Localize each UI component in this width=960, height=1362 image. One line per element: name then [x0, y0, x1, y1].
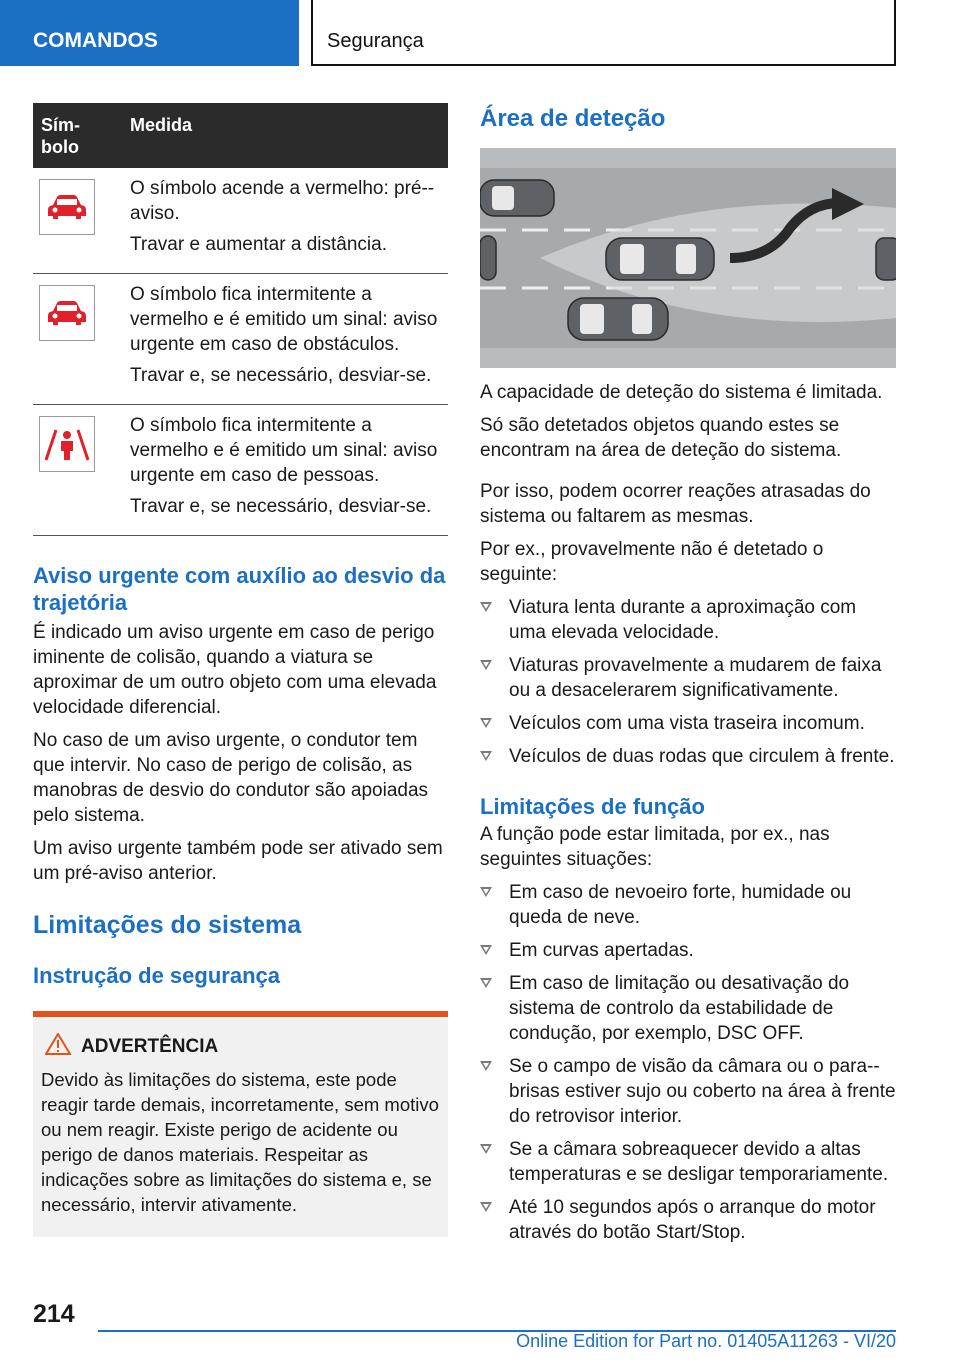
bullet-triangle-icon [480, 660, 492, 670]
bullet-triangle-icon [480, 887, 492, 897]
row-action: Travar e aumentar a distância. [130, 234, 387, 255]
function-limits-intro: A função pode estar limitada, por ex., nas seguintes situações: [480, 824, 830, 870]
list-item: Se a câmara sobreaquecer devido a altas temperaturas e se desligar temporariamente. [480, 1137, 896, 1187]
page-title: Segurança [327, 30, 424, 52]
left-column [33, 103, 448, 1237]
list-item: Veículos de duas rodas que circulem à frente. [480, 744, 896, 769]
row-text: O símbolo fica intermitente a vermelho e é emitido um sinal: aviso urgente em caso de obstáculos. [130, 284, 438, 355]
list-item: Viaturas provavelmente a mudarem de faixa ou a desacelerarem significativamente. [480, 653, 896, 703]
detection-paragraph: Por ex., provavelmente não é detetado o seguinte: [480, 539, 824, 585]
bullet-triangle-icon [480, 1202, 492, 1212]
row-action: Travar e, se necessário, desviar-se. [130, 365, 432, 386]
detection-paragraph: Só são detetados objetos quando estes se encontram na área de deteção do sistema. [480, 415, 842, 461]
table-row [33, 274, 448, 405]
detection-list [480, 595, 896, 769]
list-item: Em curvas apertadas. [480, 938, 896, 963]
detection-area-illustration [480, 148, 896, 368]
header-symbol: Sím- bolo [41, 115, 81, 157]
row-text: O símbolo fica intermitente a vermelho e é emitido um sinal: aviso urgente em caso de pessoas. [130, 415, 438, 486]
list-item: Veículos com uma vista traseira incomum. [480, 711, 896, 736]
system-limits-heading: Limitações do sistema [33, 911, 302, 939]
evasion-paragraph: É indicado um aviso urgente em caso de perigo iminente de colisão, quando a viatura se aproximar de um outro objeto com uma elevada velocidade diferencial. [33, 622, 437, 718]
detection-paragraph: A capacidade de deteção do sistema é limitada. [480, 382, 883, 403]
evasion-paragraph: No caso de um aviso urgente, o condutor tem que intervir. No caso de perigo de colisão, as manobras de desvio do condutor são apoiadas pelo sistema. [33, 730, 429, 826]
symbol-table [33, 103, 448, 536]
bullet-triangle-icon [480, 1144, 492, 1154]
warning-text: Devido às limitações do sistema, este pode reagir tarde demais, incorretamente, sem motivo ou nem reagir. Existe perigo de acidente ou perigo de danos materiais. Respeitar as indicações sobre as limitações do sistema e, se necessário, intervir ativamente. [41, 1069, 439, 1215]
table-header [33, 103, 448, 168]
bullet-triangle-icon [480, 718, 492, 728]
bullet-triangle-icon [480, 978, 492, 988]
warning-box [33, 1011, 448, 1237]
section-label: COMANDOS [33, 29, 158, 52]
safety-heading: Instrução de segurança [33, 963, 280, 988]
detection-heading: Área de deteção [480, 105, 666, 132]
function-limits-list [480, 880, 896, 1245]
header-measure: Medida [130, 115, 193, 135]
bullet-triangle-icon [480, 751, 492, 761]
evasion-paragraph: Um aviso urgente também pode ser ativado sem um pré-aviso anterior. [33, 838, 443, 884]
detection-paragraph: Por isso, podem ocorrer reações atrasadas do sistema ou faltarem as mesmas. [480, 481, 871, 527]
warning-title [41, 1033, 440, 1061]
header-title-box [311, 0, 896, 66]
section-tab [0, 0, 299, 66]
bullet-triangle-icon [480, 945, 492, 955]
bullet-triangle-icon [480, 1061, 492, 1071]
list-item: Se o campo de visão da câmara ou o para--brisas estiver sujo ou coberto na área à frente do retrovisor interior. [480, 1054, 896, 1129]
warning-label: ADVERTÊNCIA [81, 1036, 219, 1057]
page-number: 214 [33, 1300, 75, 1328]
table-row [33, 168, 448, 274]
row-text: O símbolo acende a vermelho: pré--aviso. [130, 178, 435, 224]
right-column [480, 103, 896, 1253]
function-limits-heading: Limitações de função [480, 794, 705, 819]
evasion-heading: Aviso urgente com auxílio ao desvio da trajetória [33, 563, 446, 615]
pedestrian-warning-icon [39, 416, 95, 472]
bullet-triangle-icon [480, 602, 492, 612]
car-warning-icon [39, 179, 95, 235]
row-action: Travar e, se necessário, desviar-se. [130, 496, 432, 517]
list-item: Em caso de limitação ou desativação do sistema de controlo da estabilidade de condução, por exemplo, DSC OFF. [480, 971, 896, 1046]
table-row [33, 405, 448, 536]
list-item: Viatura lenta durante a aproximação com uma elevada velocidade. [480, 595, 896, 645]
list-item: Em caso de nevoeiro forte, humidade ou queda de neve. [480, 880, 896, 930]
car-warning-icon [39, 285, 95, 341]
footer-edition: Online Edition for Part no. 01405A11263 - VI/20 [516, 1331, 896, 1351]
list-item: Até 10 segundos após o arranque do motor através do botão Start/Stop. [480, 1195, 896, 1245]
warning-triangle-icon [45, 1033, 71, 1061]
